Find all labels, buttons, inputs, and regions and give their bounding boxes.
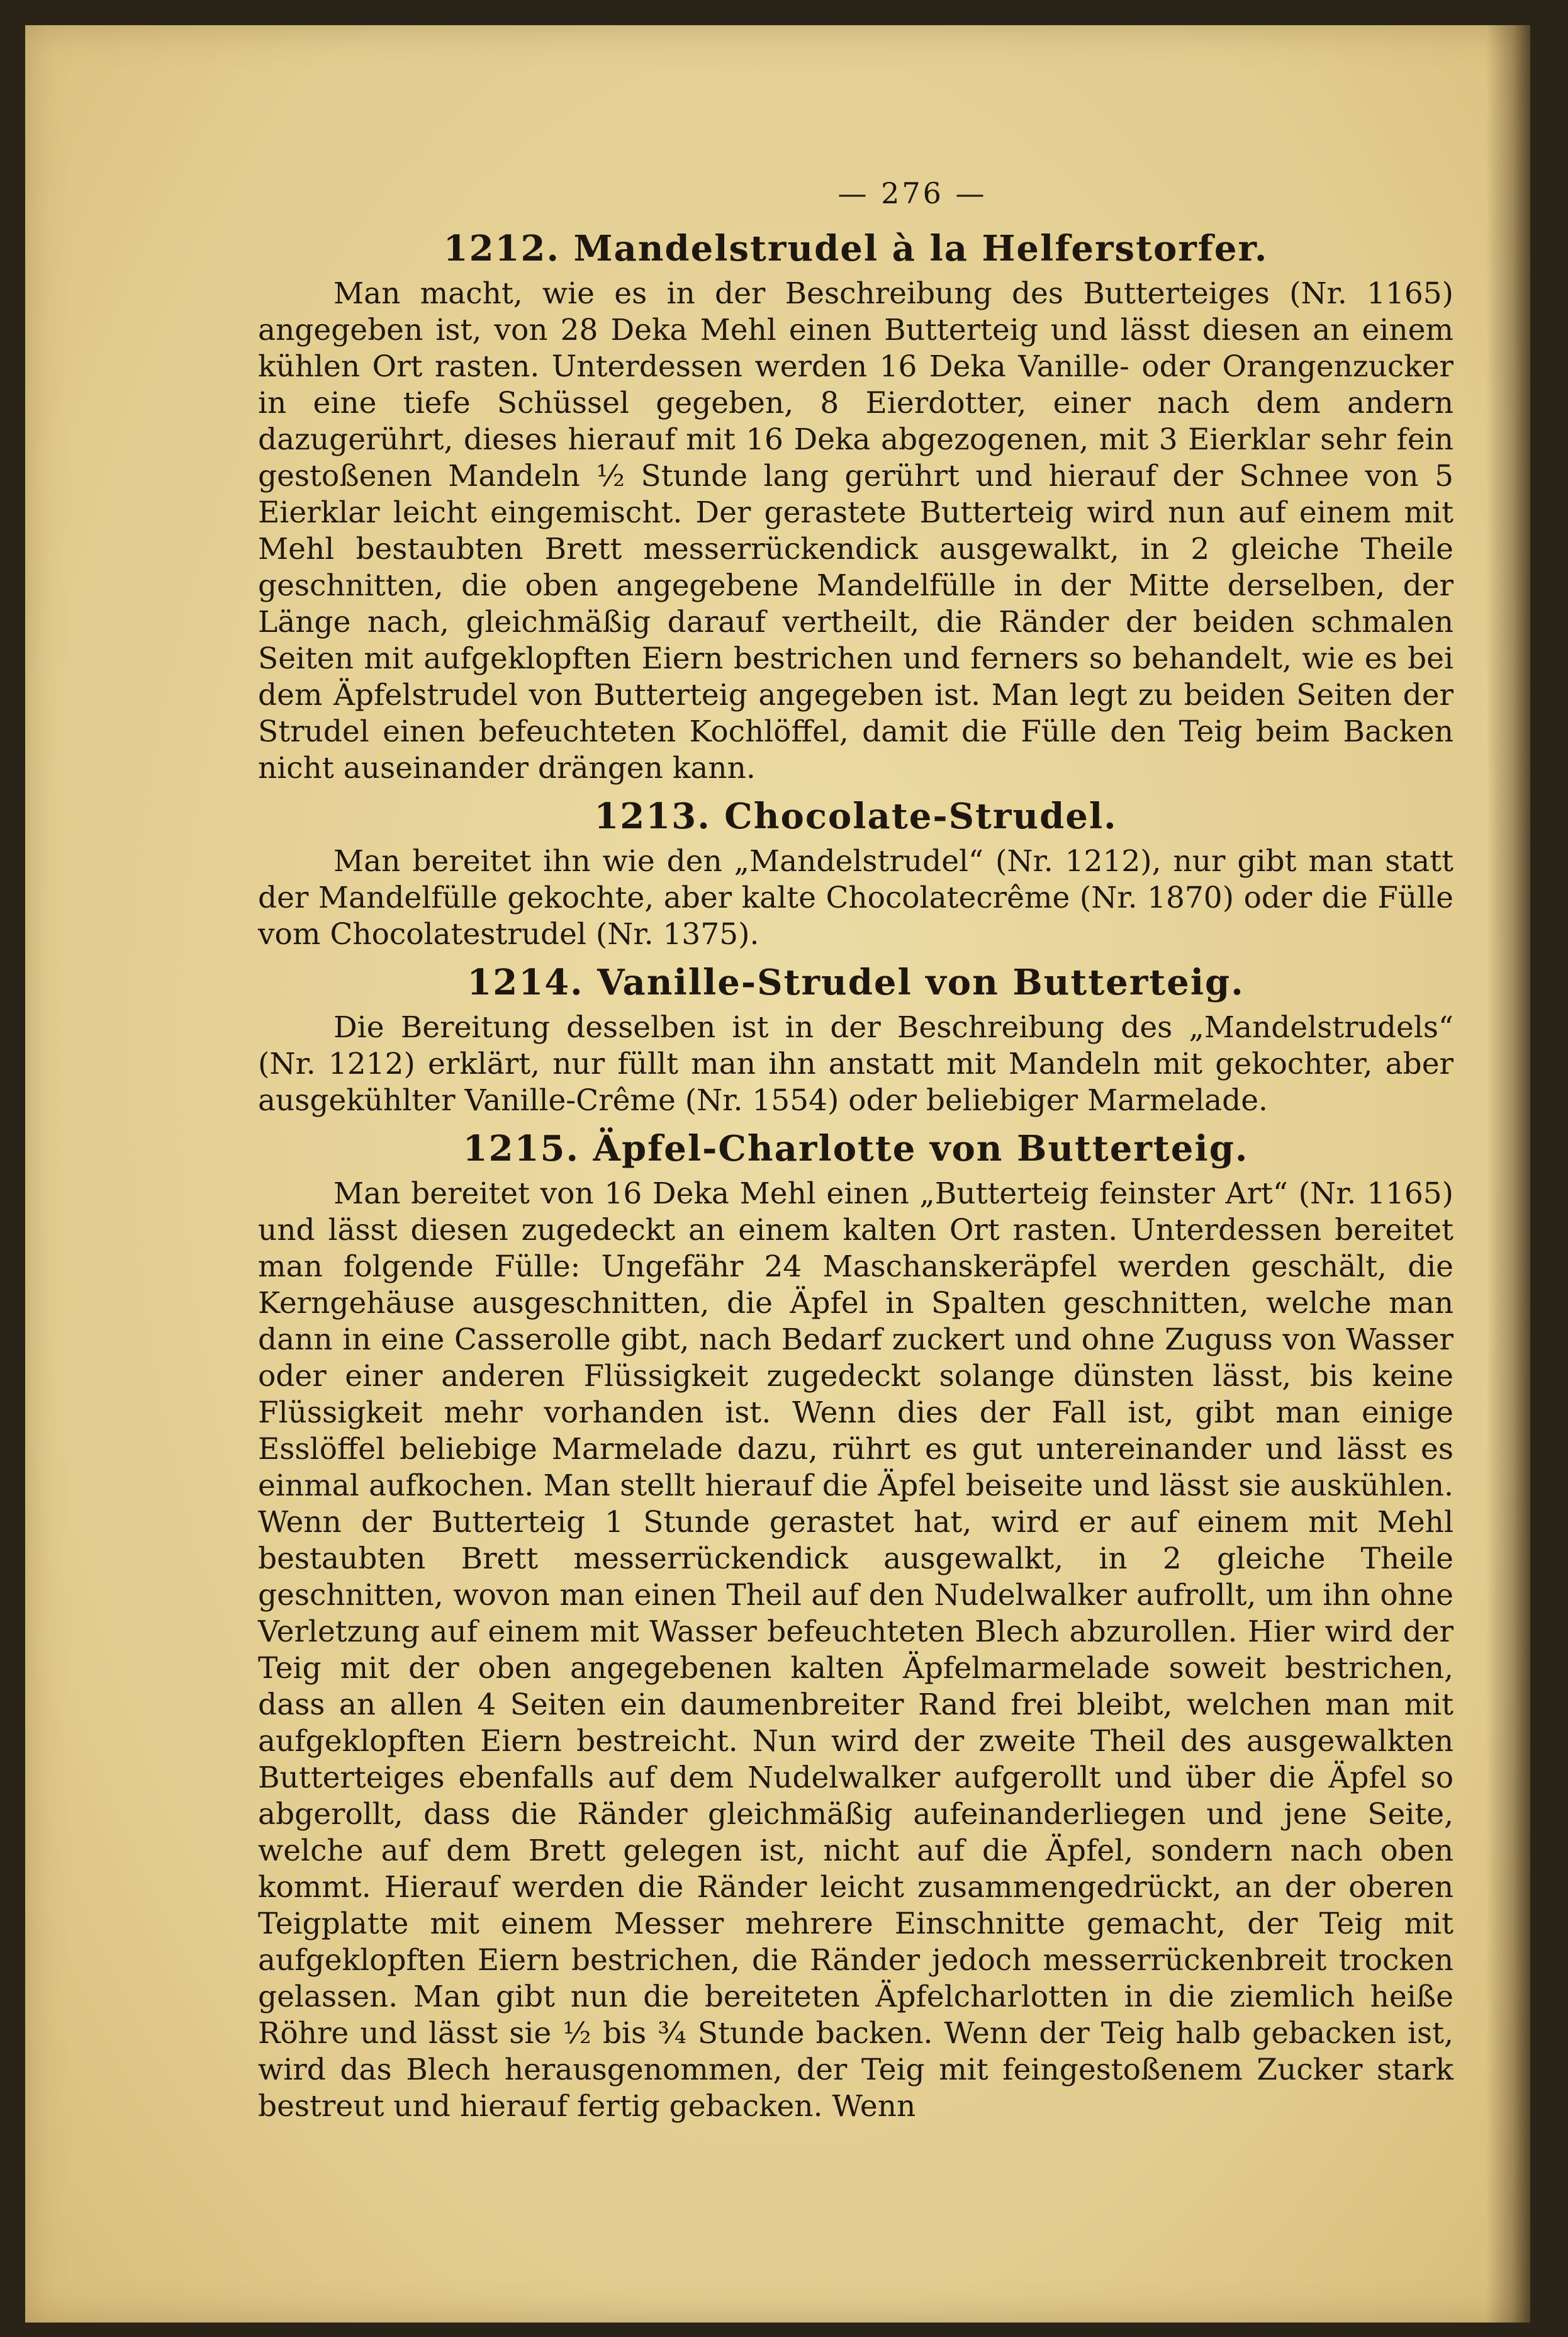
recipe-heading: 1212. Mandelstrudel à la Helferstorfer. [443,228,1268,269]
recipe-heading: 1214. Vanille-Strudel von Butterteig. [467,962,1245,1003]
recipe-text: Man bereitet ihn wie den „Mandelstrudel“ (Nr. 1212), nur gibt man statt der Mandelfülle gekochte, aber kalte Chocolatecrême (Nr. 1870) oder die Fülle vom Chocolatestrudel (Nr. 1375). [258,844,1453,952]
page-spine-shadow [1486,25,1530,2323]
recipe-1215 [258,1128,1453,2125]
page-content [258,176,1453,2125]
recipe-heading: 1215. Äpfel-Charlotte von Butterteig. [462,1128,1249,1169]
recipe-text: Man bereitet von 16 Deka Mehl einen „Butterteig feinster Art“ (Nr. 1165) und lässt diesen zugedeckt an einem kalten Ort rasten. Unterdessen bereitet man folgende Fülle: Ungefähr 24 Maschanskeräpfel werden geschält, die Kerngehäuse ausgeschnitten, die Äpfel in Spalten geschnitten, welche man dann in eine Casserolle gibt, nach Bedarf zuckert und ohne Zuguss von Wasser oder einer anderen Flüssigkeit zugedeckt solange dünsten lässt, bis keine Flüssigkeit mehr vorhanden ist. Wenn dies der Fall ist, gibt man einige Esslöffel beliebige Marmelade dazu, rührt es gut untereinander und lässt es einmal aufkochen. Man stellt hierauf die Äpfel beiseite und lässt sie auskühlen. Wenn der Butterteig 1 Stunde gerastet hat, wird er auf einem mit Mehl bestaubten Brett messerrückendick ausgewalkt, in 2 gleiche Theile geschnitten, wovon man einen Theil auf den Nudelwalker aufrollt, um ihn ohne Verletzung auf einem mit Wasser befeuchteten Blech abzurollen. Hier wird der Teig mit der oben angegebenen kalten Äpfelmarmelade soweit bestrichen, dass an allen 4 Seiten ein daumenbreiter Rand frei bleibt, welchen man mit aufgeklopften Eiern bestreicht. Nun wird der zweite Theil des ausgewalkten Butterteiges ebenfalls auf dem Nudelwalker aufgerollt und über die Äpfel so abgerollt, dass die Ränder gleichmäßig aufeinanderliegen und jene Seite, welche auf dem Brett gelegen ist, nicht auf die Äpfel, sondern nach oben kommt. Hierauf werden die Ränder leicht zusammengedrückt, an der oberen Teigplatte mit einem Messer mehrere Einschnitte gemacht, der Teig mit aufgeklopften Eiern bestrichen, die Ränder jedoch messerrückenbreit trocken gelassen. Man gibt nun die bereiteten Äpfelcharlotten in die ziemlich heiße Röhre und lässt sie ½ bis ¾ Stunde backen. Wenn der Teig halb gebacken ist, wird das Blech herausgenommen, der Teig mit feingestoßenem Zucker stark bestreut und hierauf fertig gebacken. Wenn [258,1176,1453,2124]
recipe-1212 [258,228,1453,787]
recipe-text: Man macht, wie es in der Beschreibung des Butterteiges (Nr. 1165) angegeben ist, von 28 Deka Mehl einen Butterteig und lässt diesen an einem kühlen Ort rasten. Unterdessen werden 16 Deka Vanille- oder Orangenzucker in eine tiefe Schüssel gegeben, 8 Eierdotter, einer nach dem andern dazugerührt, dieses hierauf mit 16 Deka abgezogenen, mit 3 Eierklar sehr fein gestoßenen Mandeln ½ Stunde lang gerührt und hierauf der Schnee von 5 Eierklar leicht eingemischt. Der gerastete Butterteig wird nun auf einem mit Mehl bestaubten Brett messerrückendick ausgewalkt, in 2 gleiche Theile geschnitten, die oben angegebene Mandelfülle in der Mitte derselben, der Länge nach, gleichmäßig darauf vertheilt, die Ränder der beiden schmalen Seiten mit aufgeklopften Eiern bestrichen und ferners so behandelt, wie es bei dem Äpfelstrudel von Butterteig angegeben ist. Man legt zu beiden Seiten der Strudel einen befeuchteten Kochlöffel, damit die Fülle den Teig beim Backen nicht auseinander drängen kann. [258,276,1453,786]
recipe-text: Die Bereitung desselben ist in der Beschreibung des „Mandelstrudels“ (Nr. 1212) erklärt, nur füllt man ihn anstatt mit Mandeln mit gekochter, aber ausgekühlter Vanille-Crême (Nr. 1554) oder beliebiger Marmelade. [258,1010,1453,1118]
recipe-1214 [258,962,1453,1119]
recipe-1213 [258,796,1453,953]
recipe-heading: 1213. Chocolate-Strudel. [594,796,1117,837]
page-number: — 276 — [837,176,987,210]
book-page [25,25,1530,2323]
